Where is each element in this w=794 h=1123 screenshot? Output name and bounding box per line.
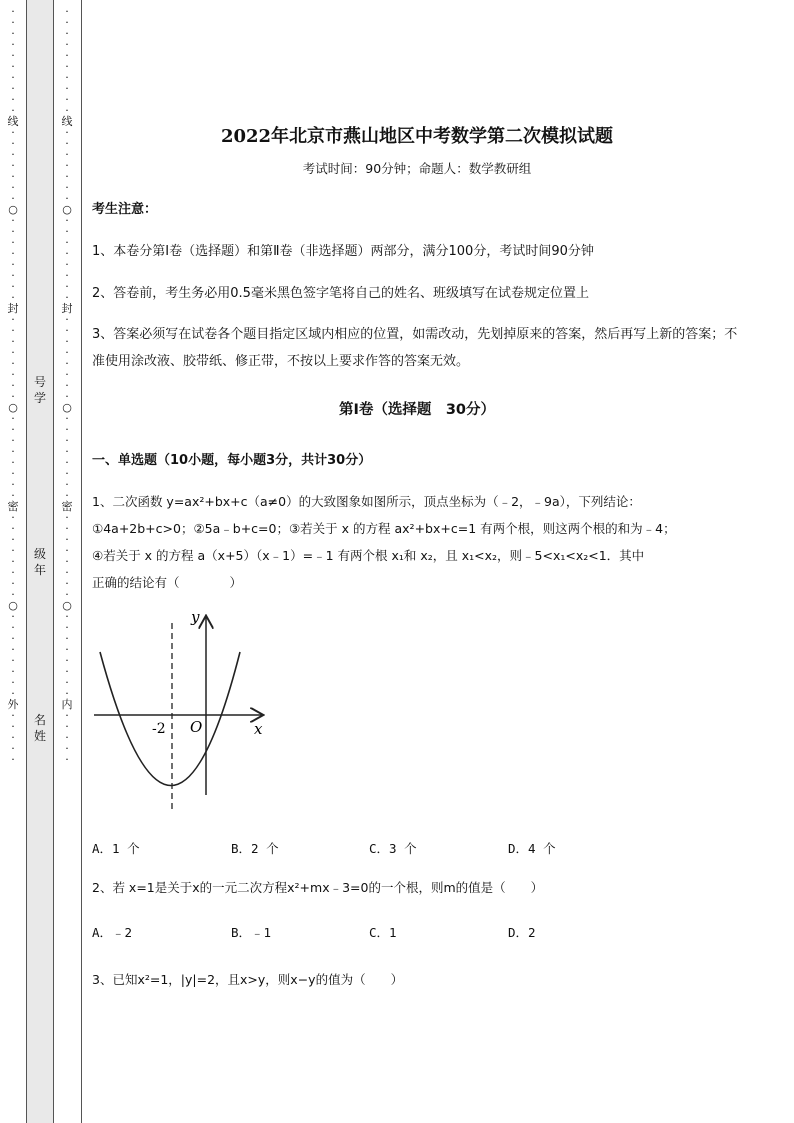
y-axis-label: y xyxy=(191,608,200,626)
option-a[interactable]: A．1 个 xyxy=(92,841,140,856)
question-1-line-3: ④若关于 x 的方程 a（x+5）（x﹣1）=﹣1 有两个根 x₁和 x₂，且 x₁<x₂，则﹣5<x₁<x₂<1．其中 xyxy=(92,548,645,563)
question-2-options xyxy=(92,923,692,943)
question-1-line-4: 正确的结论有（ ） xyxy=(92,575,243,590)
question-2: 2、若 x=1是关于x的一元二次方程x²+mx﹣3=0的一个根，则m的值是（ ） xyxy=(92,880,544,895)
question-1-line-2: ①4a+2b+c>0；②5a﹣b+c=0；③若关于 x 的方程 ax²+bx+c=1 有两个根，则这两个根的和为﹣4； xyxy=(92,521,676,536)
notice-item-1: 1、本卷分第Ⅰ卷（选择题）和第Ⅱ卷（非选择题）两部分，满分100分，考试时间90分钟 xyxy=(92,244,594,259)
option-b[interactable]: B．2 个 xyxy=(231,841,279,856)
option-d[interactable]: D．2 xyxy=(508,925,536,940)
parabola-graph xyxy=(92,605,277,820)
subsection-title: 一、单选题（10小题，每小题3分，共计30分） xyxy=(92,453,372,468)
option-d[interactable]: D．4 个 xyxy=(508,841,556,856)
x-axis-label: x xyxy=(254,720,263,738)
option-b[interactable]: B．﹣1 xyxy=(231,925,272,940)
binding-margin-info-strip xyxy=(26,0,54,1123)
vertex-x-label: -2 xyxy=(152,721,166,737)
parabola-curve xyxy=(100,652,240,786)
option-a[interactable]: A．﹣2 xyxy=(92,925,133,940)
notice-item-3: 3、答案必须写在试卷各个题目指定区域内相应的位置，如需改动，先划掉原来的答案，然后再写上新的答案；不准使用涂改液、胶带纸、修正带，不按以上要求作答的答案无效。 xyxy=(92,327,738,369)
section-title: 第Ⅰ卷（选择题 30分） xyxy=(338,402,496,418)
binding-margin-outer xyxy=(0,0,26,1123)
outer-seal-column: · · · · · · · · · · 线 · · · · · · · ○ · · · · · · · · 封 · · · · · · · · ○ · · · · · · · · 密 · · · · · · · · ○ · · · · · · · · 外 · · · · · xyxy=(7,5,19,766)
page-subtitle: 考试时间：90分钟；命题人：数学教研组 xyxy=(302,161,532,176)
option-c[interactable]: C．3 个 xyxy=(369,841,417,856)
option-c[interactable]: C．1 xyxy=(369,925,397,940)
page-title: 2022年北京市燕山地区中考数学第二次模拟试题 xyxy=(220,126,614,147)
question-1-options xyxy=(92,839,692,859)
grade-label: 级 年 xyxy=(33,547,46,577)
question-1-line-1: 1、二次函数 y=ax²+bx+c（a≠0）的大致图象如图所示，顶点坐标为（﹣2，﹣9a），下列结论： xyxy=(92,494,641,509)
notice-heading: 考生注意： xyxy=(92,202,158,217)
notice-item-2: 2、答卷前，考生务必用0.5毫米黑色签字笔将自己的姓名、班级填写在试卷规定位置上 xyxy=(92,286,589,301)
student-id-label: 号 学 xyxy=(33,375,46,405)
name-label: 名 姓 xyxy=(33,713,46,743)
inner-seal-column: · · · · · · · · · · 线 · · · · · · · ○ · · · · · · · · 封 · · · · · · · · ○ · · · · · · · · 密 · · · · · · · · ○ · · · · · · · · 内 · · · · · xyxy=(61,5,73,766)
origin-label: O xyxy=(190,718,203,736)
question-1 xyxy=(92,488,747,596)
question-3: 3、已知x²=1，|y|=2，且x>y，则x−y的值为（ ） xyxy=(92,972,404,987)
binding-margin-inner xyxy=(53,0,82,1123)
